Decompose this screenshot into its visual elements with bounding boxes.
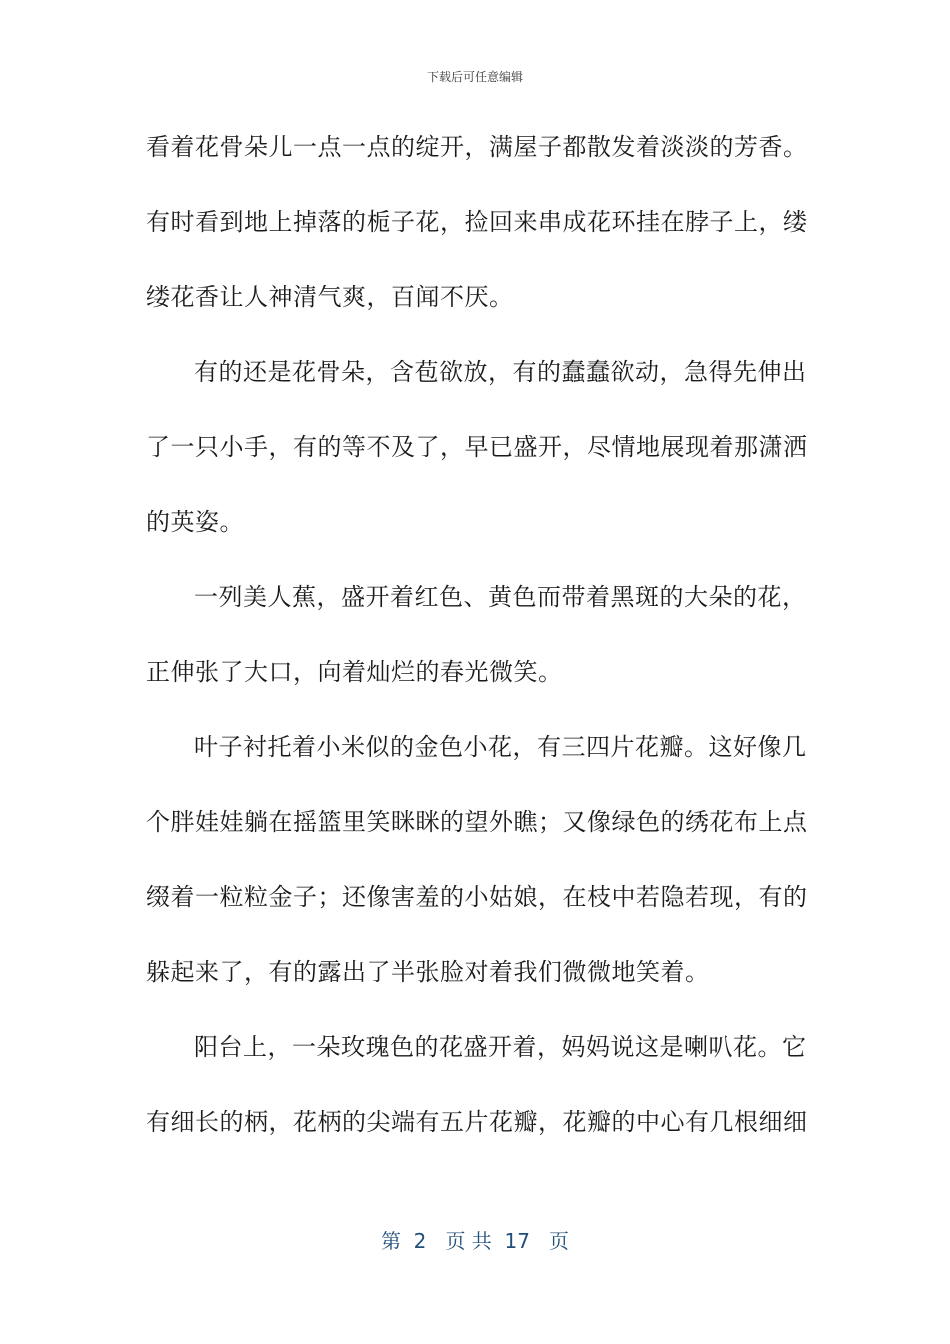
page-number-footer: 第 2 页 共 17 页: [380, 1229, 570, 1253]
text-line: 正伸张了大口，向着灿烂的春光微笑。: [146, 658, 563, 686]
text-line: 缀着一粒粒金子；还像害羞的小姑娘，在枝中若隐若现，有的: [146, 883, 808, 911]
text-line: 有时看到地上掉落的栀子花，捡回来串成花环挂在脖子上，缕: [146, 208, 808, 236]
paragraph-first-line: 一列美人蕉，盛开着红色、黄色而带着黑斑的大朵的花，: [194, 583, 807, 611]
paragraph-first-line: 叶子衬托着小米似的金色小花，有三四片花瓣。这好像几: [194, 733, 807, 761]
text-line: 了一只小手，有的等不及了，早已盛开，尽情地展现着那潇洒: [146, 433, 808, 461]
paragraph-first-line: 阳台上，一朵玫瑰色的花盛开着，妈妈说这是喇叭花。它: [194, 1033, 807, 1061]
text-line: 的英姿。: [146, 508, 244, 536]
document-body: [146, 125, 808, 1175]
text-line: 缕花香让人神清气爽，百闻不厌。: [146, 283, 514, 311]
text-line: 看着花骨朵儿一点一点的绽开，满屋子都散发着淡淡的芳香。: [146, 133, 808, 161]
text-line: 躲起来了，有的露出了半张脸对着我们微微地笑着。: [146, 958, 710, 986]
page-header: 下载后可任意编辑: [426, 70, 523, 84]
text-line: 有细长的柄，花柄的尖端有五片花瓣，花瓣的中心有几根细细: [146, 1108, 808, 1136]
text-line: 个胖娃娃躺在摇篮里笑眯眯的望外瞧；又像绿色的绣花布上点: [146, 808, 808, 836]
paragraph-first-line: 有的还是花骨朵，含苞欲放，有的蠢蠢欲动，急得先伸出: [194, 358, 807, 386]
